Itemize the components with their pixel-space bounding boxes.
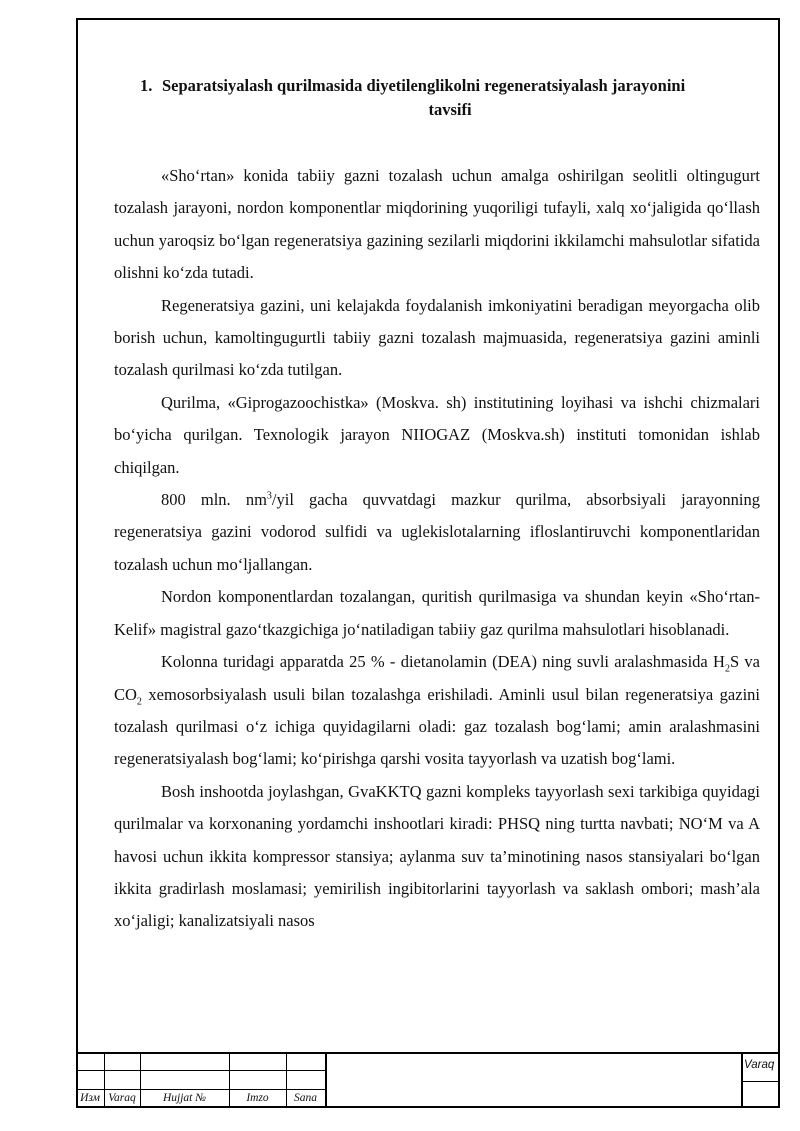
- p4-text-a: 800 mln. nm: [161, 490, 267, 510]
- body-text: [114, 160, 760, 938]
- paragraph-6: [114, 646, 760, 776]
- stamp-row-line-1: [76, 1070, 326, 1071]
- p6-subscript-1: 2: [724, 663, 730, 675]
- p4-superscript: 3: [266, 490, 272, 502]
- stamp-label-hujjat: Hujjat №: [162, 1092, 207, 1104]
- stamp-varaq-corner: Varaq: [744, 1059, 775, 1071]
- stamp-label-izm: Изм: [80, 1092, 100, 1104]
- p6-subscript-2: 2: [136, 695, 142, 707]
- p4-text-b: /yil gacha quvvatdagi mazkur qurilma, absorbsiyali jarayonning regeneratsiya gazini vodorod sulfidi va uglekislotalarning ifloslantiruvchi komponentlaridan tozalash uchun mo‘ljallangan.: [114, 490, 760, 574]
- paragraph-1: «Sho‘rtan» konida tabiiy gazni tozalash uchun amalga oshirilgan seolitli oltingugurt tozalash jarayoni, nordon komponentlar miqdorining yuqoriligi tufayli, xalq xo‘jaligida qo‘llash uchun yaroqsiz bo‘lgan regeneratsiya gazining sezilarli miqdorini ikkilamchi mahsulotlar sifatida olishni ko‘zda tutadi.: [114, 166, 760, 283]
- stamp-label-imzo: Imzo: [246, 1092, 269, 1104]
- stamp-divider-varaq: [741, 1052, 743, 1108]
- p6-text-b: S va CO: [114, 652, 760, 704]
- heading-line-1: Separatsiyalash qurilmasida diyetilenglikolni regeneratsiyalash jarayonini: [162, 76, 686, 95]
- stamp-top-border: [76, 1052, 780, 1054]
- paragraph-3: Qurilma, «Giprogazoochistka» (Moskva. sh) institutining loyihasi va ishchi chizmalari bo‘yicha qurilgan. Texnologik jarayon NIIOGAZ (Moskva.sh) instituti tomonidan ishlab chiqilgan.: [114, 392, 760, 477]
- stamp-varaq-line: [742, 1081, 780, 1082]
- heading-number: 1.: [140, 76, 153, 95]
- paragraph-4: [114, 484, 760, 581]
- stamp-row-line-2: [76, 1089, 326, 1090]
- p6-text-a: Kolonna turidagi apparatda 25 % - dietanolamin (DEA) ning suvli aralashmasida H: [161, 652, 725, 672]
- stamp-divider-5: [325, 1052, 327, 1108]
- stamp-label-sana: Sana: [294, 1092, 317, 1104]
- paragraph-5: Nordon komponentlardan tozalangan, quritish qurilmasiga va shundan keyin «Sho‘rtan-Kelif» magistral gazo‘tkazgichiga jo‘natiladigan tabiiy gaz qurilma mahsulotlari hisoblanadi.: [114, 587, 760, 639]
- heading-line-2: tavsifi: [428, 100, 472, 119]
- paragraph-2: Regeneratsiya gazini, uni kelajakda foydalanish imkoniyatini beradigan meyorgacha olib borish uchun, kamoltingugurtli tabiiy gazni tozalash majmuasida, regeneratsiya gazini aminli tozalash qurilmasi ko‘zda tutilgan.: [114, 295, 760, 380]
- p6-text-c: xemosorbsiyalash usuli bilan tozalashga erishiladi. Aminli usul bilan regeneratsiya gazini tozalash qurilmasi o‘z ichiga quyidagilarni oladi: gaz tozalash bog‘lami; amin aralashmasini regeneratsiyalash bog‘lami; ko‘pirishga qarshi vosita tayyorlash va uzatish bog‘lami.: [114, 684, 760, 769]
- stamp-label-varaq: Varaq: [108, 1092, 136, 1104]
- paragraph-7: Bosh inshootda joylashgan, GvaKKTQ gazni kompleks tayyorlash sexi tarkibiga quyidagi qurilmalar va korxonaning yordamchi inshootlari kiradi: PHSQ ning turtta navbati; NO‘M va A havosi uchun ikkita kompressor stansiya; aylanma suv ta’minotining nasos stansiyalari bo‘lgan ikkita gradirlash moslamasi; yemirilish ingibitorlarini tayyorlash va saklash ombori; mash’ala xo‘jaligi; kanalizatsiyali nasos: [114, 781, 760, 931]
